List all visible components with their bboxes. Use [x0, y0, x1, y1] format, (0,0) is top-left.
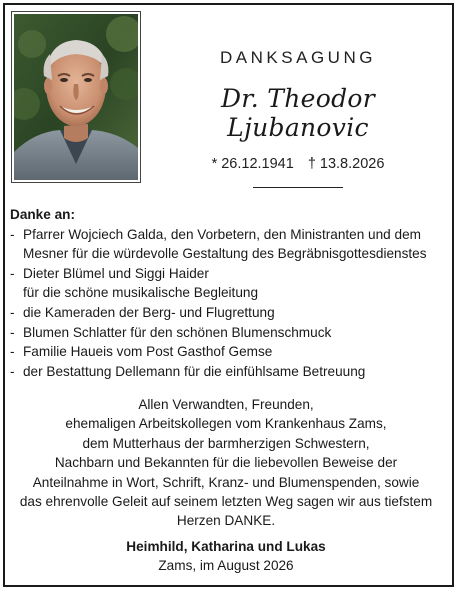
closing-line: dem Mutterhaus der barmherzigen Schwestern, [82, 435, 370, 451]
closing-line: Herzen DANKE. [176, 513, 276, 529]
danksagung-title: DANKSAGUNG [220, 48, 376, 67]
life-dates [152, 156, 444, 172]
list-item-line: die Kameraden der Berg- und Flugrettung [23, 304, 275, 320]
list-item-line: Familie Haueis vom Post Gasthof Gemse [23, 344, 273, 360]
list-dash: - [10, 304, 15, 320]
signature-block [8, 537, 444, 576]
list-dash: - [10, 324, 15, 340]
closing-line: das ehrenvolle Geleit auf seinem letzten Weg sagen wir aus tiefstem [19, 494, 433, 510]
list-item [10, 362, 442, 382]
list-item-line: Blumen Schlatter für den schönen Blumenschmuck [23, 324, 332, 340]
birth-date: * 26.12.1941 [211, 156, 294, 172]
closing-line: Allen Verwandten, Freunden, [138, 397, 314, 412]
list-dash: - [10, 344, 15, 360]
closing-line: Nachbarn und Bekannten für die liebevollen Beweise der [54, 455, 398, 471]
portrait-photo [14, 14, 138, 180]
thanks-section [10, 205, 442, 381]
list-item-line: Mesner für die würdevolle Gestaltung des Begräbnisgottesdienstes [23, 246, 427, 262]
closing-paragraph [8, 395, 444, 531]
list-item [10, 225, 442, 264]
header-divider [253, 187, 343, 188]
list-item-line: Dieter Blümel und Siggi Haider [23, 265, 209, 281]
thanks-list [10, 225, 442, 382]
portrait-frame [11, 11, 141, 183]
list-item-line: für die schöne musikalische Begleitung [23, 285, 259, 301]
list-dash: - [10, 265, 15, 281]
list-item [10, 323, 442, 343]
list-item [10, 303, 442, 323]
list-item [10, 264, 442, 303]
list-dash: - [10, 363, 15, 379]
list-item-line: Pfarrer Wojciech Galda, den Vorbetern, den Ministranten und dem [23, 226, 421, 242]
place-date: Zams, im August 2026 [158, 558, 294, 574]
deceased-name: Dr. Theodor Ljubanovic [220, 84, 376, 142]
death-date: † 13.8.2026 [307, 156, 385, 172]
obituary-header [152, 48, 444, 188]
list-item-line: der Bestattung Dellemann für die einfühlsame Betreuung [23, 363, 366, 379]
list-item [10, 342, 442, 362]
list-dash: - [10, 226, 15, 242]
closing-line: Anteilnahme in Wort, Schrift, Kranz- und Blumenspenden, sowie [32, 474, 420, 490]
thanks-heading: Danke an: [10, 207, 75, 222]
closing-line: ehemaligen Arbeitskollegen vom Krankenhaus Zams, [65, 416, 387, 432]
signers: Heimhild, Katharina und Lukas [126, 539, 326, 554]
